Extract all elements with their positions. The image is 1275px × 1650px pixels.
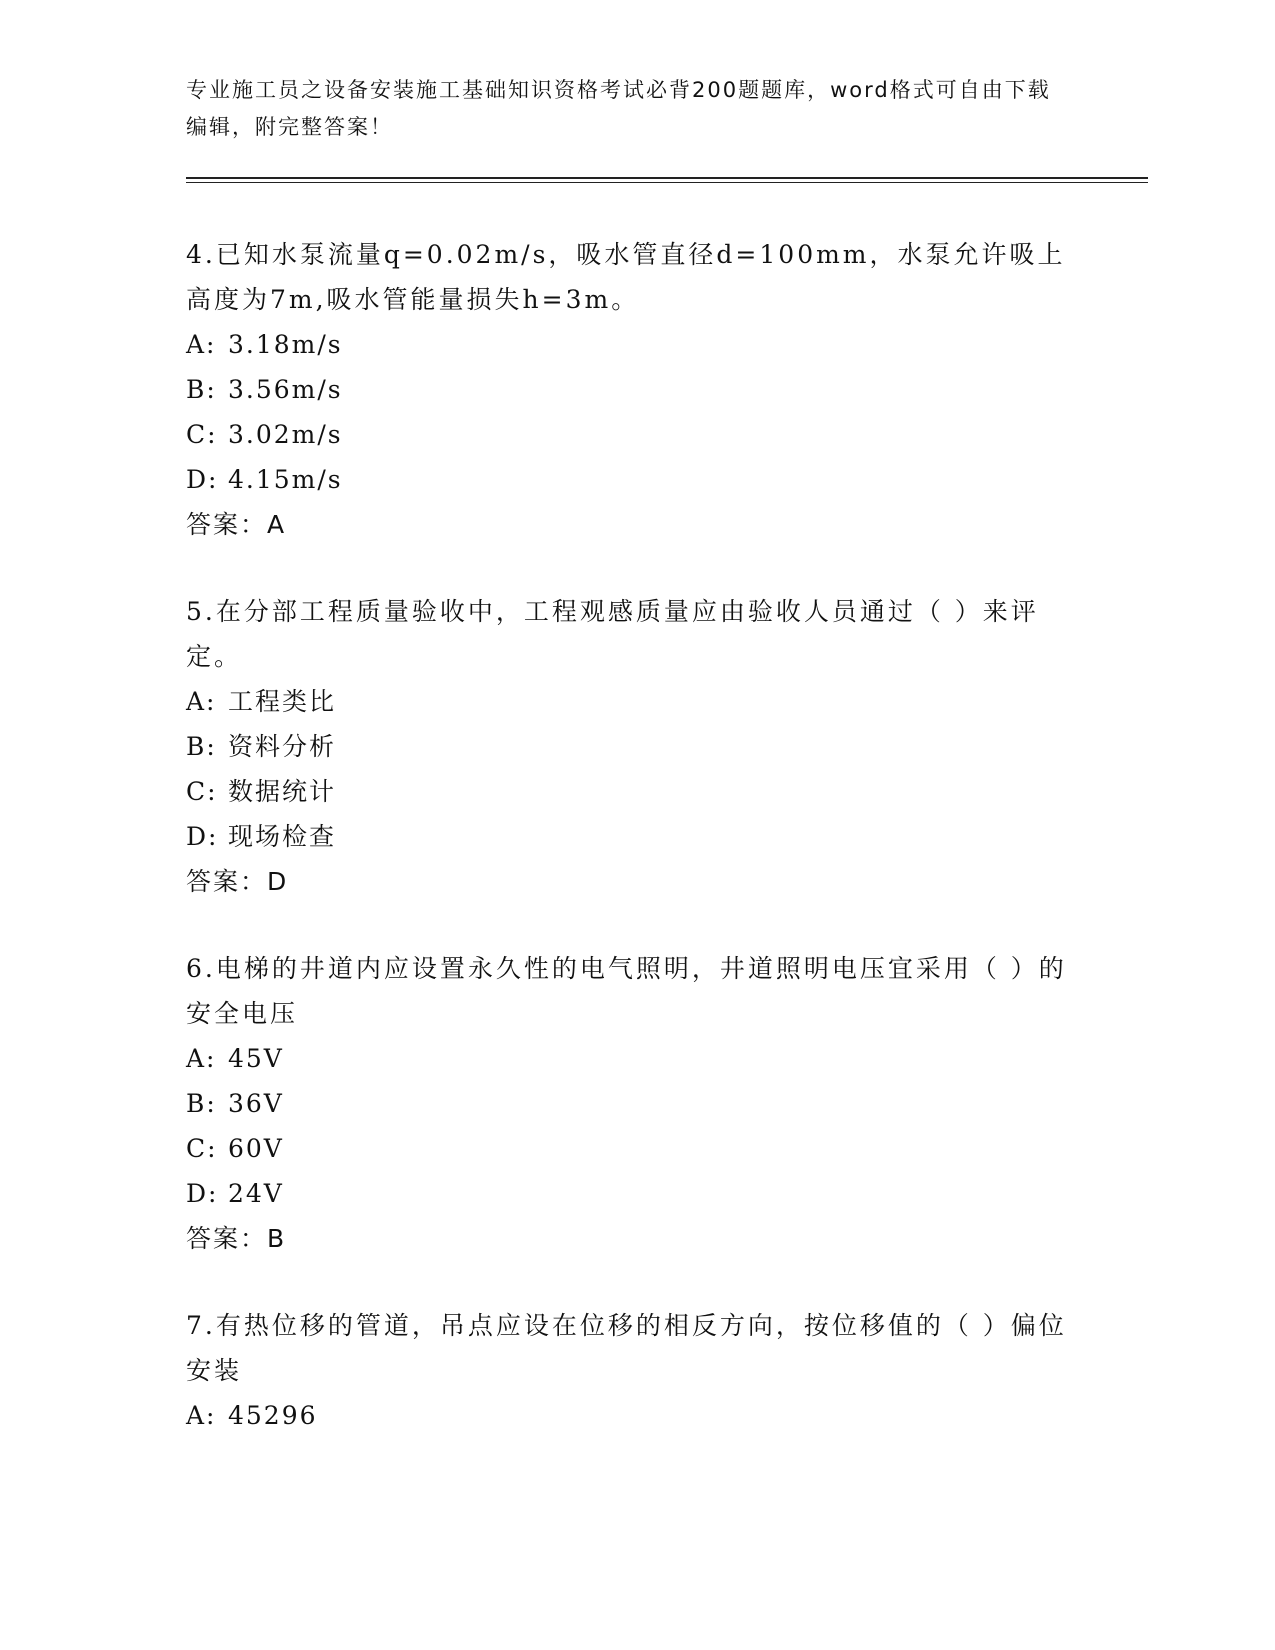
question-list: [186, 232, 1086, 1480]
option-letter: D:: [186, 465, 219, 494]
option-text: 45V: [228, 1044, 284, 1073]
option-text: 60V: [228, 1134, 284, 1163]
option-letter: A:: [186, 1044, 217, 1073]
question-7: [186, 1303, 1086, 1438]
option-d: [186, 814, 1086, 859]
question-6: [186, 946, 1086, 1261]
option-letter: A:: [186, 687, 217, 716]
option-b: [186, 724, 1086, 769]
option-text: 24V: [228, 1179, 284, 1208]
option-c: [186, 769, 1086, 814]
option-b: [186, 1081, 1086, 1126]
option-c: [186, 1126, 1086, 1171]
option-letter: C:: [186, 420, 218, 449]
question-text: 6.电梯的井道内应设置永久性的电气照明，井道照明电压宜采用（ ）的安全电压: [186, 954, 1067, 1028]
document-title: 专业施工员之设备安装施工基础知识资格考试必背200题题库，word格式可自由下载编辑，附完整答案！: [186, 78, 1051, 139]
option-letter: B:: [186, 732, 217, 761]
option-text: 45296: [228, 1401, 318, 1430]
option-text: 4.15m/s: [228, 465, 343, 494]
answer-line: 答案：B: [186, 1224, 287, 1253]
option-text: 资料分析: [228, 732, 337, 761]
question-5: [186, 589, 1086, 904]
option-text: 数据统计: [228, 777, 337, 806]
answer-line: 答案：D: [186, 867, 289, 896]
option-a: [186, 322, 1086, 367]
question-text: 5.在分部工程质量验收中，工程观感质量应由验收人员通过（ ）来评定。: [186, 597, 1039, 671]
option-text: 3.18m/s: [228, 330, 343, 359]
option-text: 36V: [228, 1089, 284, 1118]
option-letter: D:: [186, 1179, 219, 1208]
option-d: [186, 457, 1086, 502]
question-text: 7.有热位移的管道，吊点应设在位移的相反方向，按位移值的（ ）偏位安装: [186, 1311, 1067, 1385]
header-divider-thick: [186, 177, 1148, 179]
option-text: 3.56m/s: [228, 375, 343, 404]
option-text: 工程类比: [228, 687, 337, 716]
option-a: [186, 1036, 1086, 1081]
option-letter: B:: [186, 1089, 217, 1118]
option-text: 现场检查: [228, 822, 337, 851]
option-letter: A:: [186, 1401, 217, 1430]
option-letter: C:: [186, 1134, 218, 1163]
header-divider-thin: [186, 182, 1148, 183]
question-text: 4.已知水泵流量q=0.02m/s，吸水管直径d=100mm，水泵允许吸上高度为7m,吸水管能量损失h=3m。: [186, 240, 1066, 314]
answer-line: 答案：A: [186, 510, 287, 539]
option-c: [186, 412, 1086, 457]
question-4: [186, 232, 1086, 547]
option-letter: A:: [186, 330, 217, 359]
option-letter: D:: [186, 822, 219, 851]
option-a: [186, 1393, 1086, 1438]
option-a: [186, 679, 1086, 724]
option-letter: B:: [186, 375, 217, 404]
option-b: [186, 367, 1086, 412]
option-letter: C:: [186, 777, 218, 806]
option-d: [186, 1171, 1086, 1216]
option-text: 3.02m/s: [228, 420, 343, 449]
